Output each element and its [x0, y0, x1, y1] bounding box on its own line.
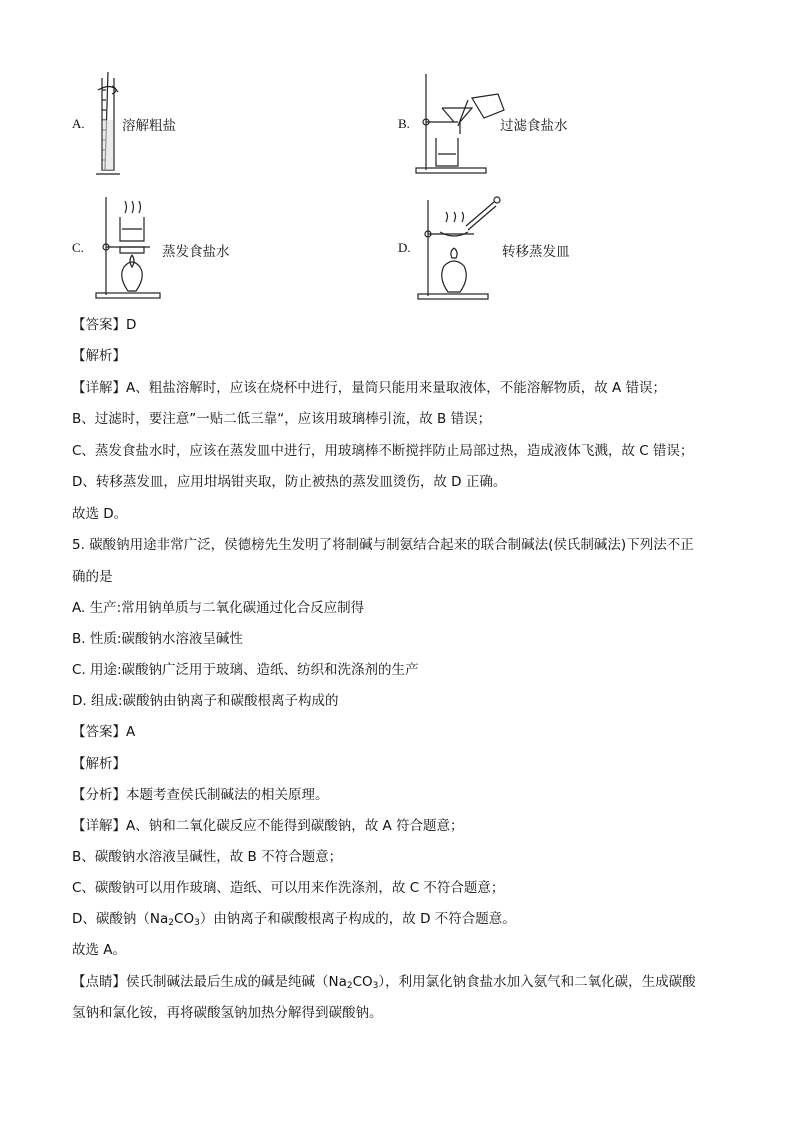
q5-option-b: B. 性质:碳酸钠水溶液呈碱性: [72, 631, 243, 647]
q5-stem-line2: 确的是: [72, 569, 113, 585]
q5-fenxi: 【分析】本题考查侯氏制碱法的相关原理。: [72, 787, 329, 803]
q5-option-a: A. 生产:常用钠单质与二氧化碳通过化合反应制得: [72, 600, 365, 616]
q5-option-c: C. 用途:碳酸钠广泛用于玻璃、造纸、纺织和洗涤剂的生产: [72, 662, 419, 678]
q4-answer: 【答案】D: [72, 317, 137, 333]
option-c-letter: C.: [72, 240, 84, 255]
option-a-caption: 溶解粗盐: [122, 118, 176, 134]
q4-detail-a: 【详解】A、粗盐溶解时，应该在烧杯中进行，量筒只能用来量取液体，不能溶解物质，故 A 错误；: [72, 380, 667, 396]
q5-answer: 【答案】A: [72, 724, 136, 740]
option-d-caption: 转移蒸发皿: [502, 244, 570, 260]
funnel-filtration-icon: [412, 70, 512, 175]
q4-detail-b: B、过滤时，要注意”一贴二低三靠“，应该用玻璃棒引流，故 B 错误；: [72, 411, 492, 427]
q4-detail-d: D、转移蒸发皿，应用坩埚钳夹取，防止被热的蒸发皿烫伤，故 D 正确。: [72, 474, 507, 490]
q5-detail-c: C、碳酸钠可以用作玻璃、造纸、可以用来作洗涤剂，故 C 不符合题意；: [72, 880, 505, 896]
q4-analysis-heading: 【解析】: [72, 348, 126, 364]
q5-stem-line1: 5. 碳酸钠用途非常广泛，侯德榜先生发明了将制碱与制氨结合起来的联合制碱法(侯氏制碱法)下列法不正: [72, 537, 694, 553]
option-d-letter: D.: [398, 240, 411, 255]
q5-note-line1: 【点睛】侯氏制碱法最后生成的碱是纯碱$(Na_2CO_3)$，利用氯化钠食盐水加入氨气和二氧化碳，生成碳酸: [72, 974, 696, 991]
q5-detail-a: 【详解】A、钠和二氧化碳反应不能得到碳酸钠，故 A 符合题意；: [72, 818, 464, 834]
beaker-heating-icon: [92, 195, 172, 305]
q5-detail-d: D、碳酸钠$(Na_2CO_3)$由钠离子和碳酸根离子构成的，故 D 不符合题意。: [72, 911, 516, 928]
option-b-caption: 过滤食盐水: [500, 118, 568, 134]
option-b-letter: B.: [398, 116, 410, 131]
q5-analysis-heading: 【解析】: [72, 756, 126, 772]
q5-detail-b: B、碳酸钠水溶液呈碱性，故 B 不符合题意；: [72, 849, 343, 865]
q5-option-d: D. 组成:碳酸钠由钠离子和碳酸根离子构成的: [72, 693, 339, 709]
q5-note-line2: 氢钠和氯化铵，再将碳酸氢钠加热分解得到碳酸钠。: [72, 1005, 383, 1021]
option-c-caption: 蒸发食盐水: [162, 244, 230, 260]
q5-choose: 故选 A。: [72, 942, 127, 958]
q4-detail-c: C、蒸发食盐水时，应该在蒸发皿中进行，用玻璃棒不断搅拌防止局部过热，造成液体飞溅，故 C 错误；: [72, 443, 694, 459]
evaporating-dish-tongs-icon: [414, 192, 510, 304]
q4-choose: 故选 D。: [72, 506, 128, 522]
option-a-letter: A.: [72, 116, 85, 131]
